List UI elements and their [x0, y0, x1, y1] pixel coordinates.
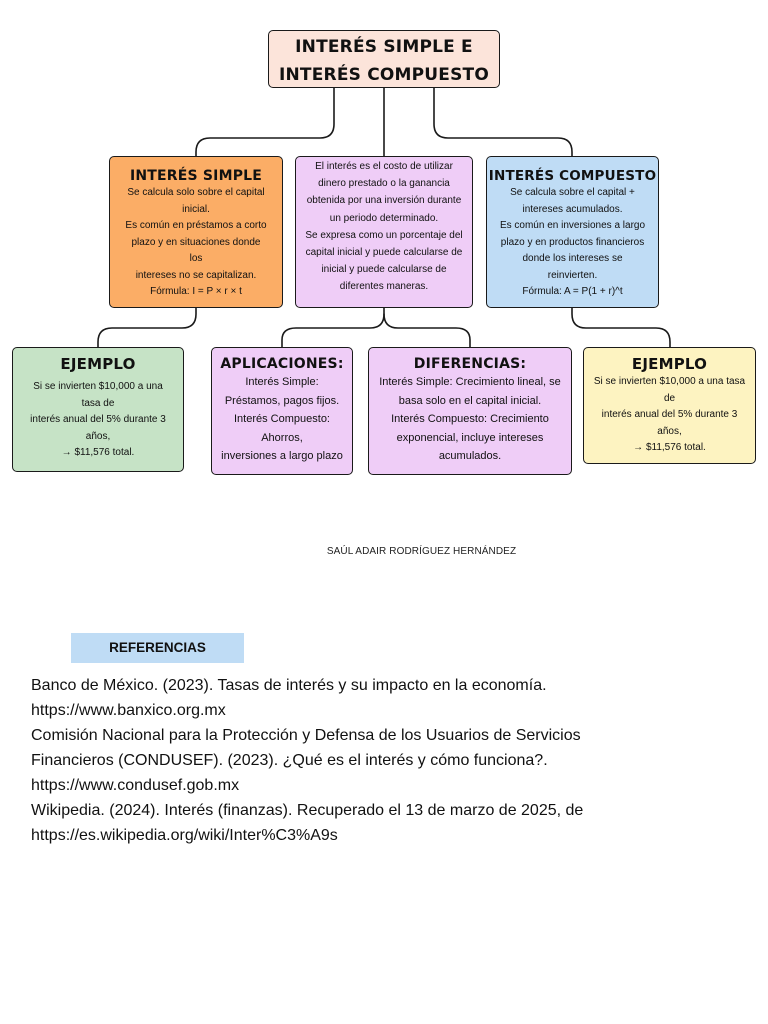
references-header: REFERENCIAS: [71, 633, 244, 663]
connector-definition-to-applications: [282, 308, 384, 347]
applications-text: Interés Simple: Préstamos, pagos fijos. Interés Compuesto: Ahorros, inversiones a largo plazo: [221, 376, 343, 462]
reference-line: Comisión Nacional para la Protección y Defensa de los Usuarios de Servicios: [31, 727, 581, 744]
differences-title: DIFERENCIAS:: [413, 356, 527, 372]
connector-title-to-compound: [434, 88, 572, 156]
simple-interest-box: [109, 156, 283, 308]
compound-example-box: [583, 347, 756, 464]
simple-example-text: Si se invierten $10,000 a una tasa de interés anual del 5% durante 3 años, → $11,576 total.: [30, 381, 166, 458]
reference-link[interactable]: https://es.wikipedia.org/wiki/Inter%C3%A9s: [31, 827, 338, 844]
simple-interest-title: INTERÉS SIMPLE: [129, 168, 263, 184]
compound-example-text: Si se invierten $10,000 a una tasa de interés anual del 5% durante 3 años, → $11,576 total.: [593, 376, 746, 453]
connector-definition-to-differences: [384, 314, 470, 347]
diagram-title: INTERÉS SIMPLE E INTERÉS COMPUESTO: [278, 37, 490, 85]
reference-link[interactable]: https://www.banxico.org.mx: [31, 702, 226, 719]
connector-title-to-simple: [196, 88, 334, 156]
diagram-title-box: [268, 30, 500, 88]
references-list: [31, 673, 731, 848]
interest-definition-box: [295, 156, 473, 308]
author-name: SAÚL ADAIR RODRÍGUEZ HERNÁNDEZ: [326, 546, 517, 557]
reference-line: Banco de México. (2023). Tasas de interés y su impacto en la economía.: [31, 677, 547, 694]
differences-box: [368, 347, 572, 475]
interest-definition-text: El interés es el costo de utilizar dinero prestado o la ganancia obtenida por una inversión durante un periodo determinado. Se expresa como un porcentaje del capital inicial y puede calcularse de inicial y puede calcularse de diferentes maneras.: [305, 161, 463, 293]
differences-text: Interés Simple: Crecimiento lineal, se basa solo en el capital inicial. Interés Compuesto: Crecimiento exponencial, incluye intereses acumulados.: [379, 376, 561, 462]
compound-interest-box: [486, 156, 659, 308]
connector-compound-to-example: [572, 308, 670, 347]
compound-example-title: EJEMPLO: [631, 355, 708, 373]
reference-line: Financieros (CONDUSEF). (2023). ¿Qué es el interés y cómo funciona?.: [31, 752, 548, 769]
reference-line: Wikipedia. (2024). Interés (finanzas). Recuperado el 13 de marzo de 2025, de: [31, 802, 584, 819]
simple-interest-text: Se calcula solo sobre el capital inicial. Es común en préstamos a corto plazo y en situaciones donde los intereses no se capitalizan. Fórmula: I = P × r × t: [125, 187, 267, 297]
compound-interest-text: Se calcula sobre el capital + intereses acumulados. Es común en inversiones a largo plazo y en productos financieros donde los intereses se reinvierten. Fórmula: A = P(1 + r)^t: [499, 187, 646, 297]
applications-box: [211, 347, 353, 475]
applications-title: APLICACIONES:: [220, 356, 344, 372]
reference-link[interactable]: https://www.condusef.gob.mx: [31, 777, 240, 794]
connector-simple-to-example: [98, 308, 196, 347]
simple-example-box: [12, 347, 184, 472]
simple-example-title: EJEMPLO: [60, 355, 136, 373]
compound-interest-title: INTERÉS COMPUESTO: [488, 168, 657, 184]
